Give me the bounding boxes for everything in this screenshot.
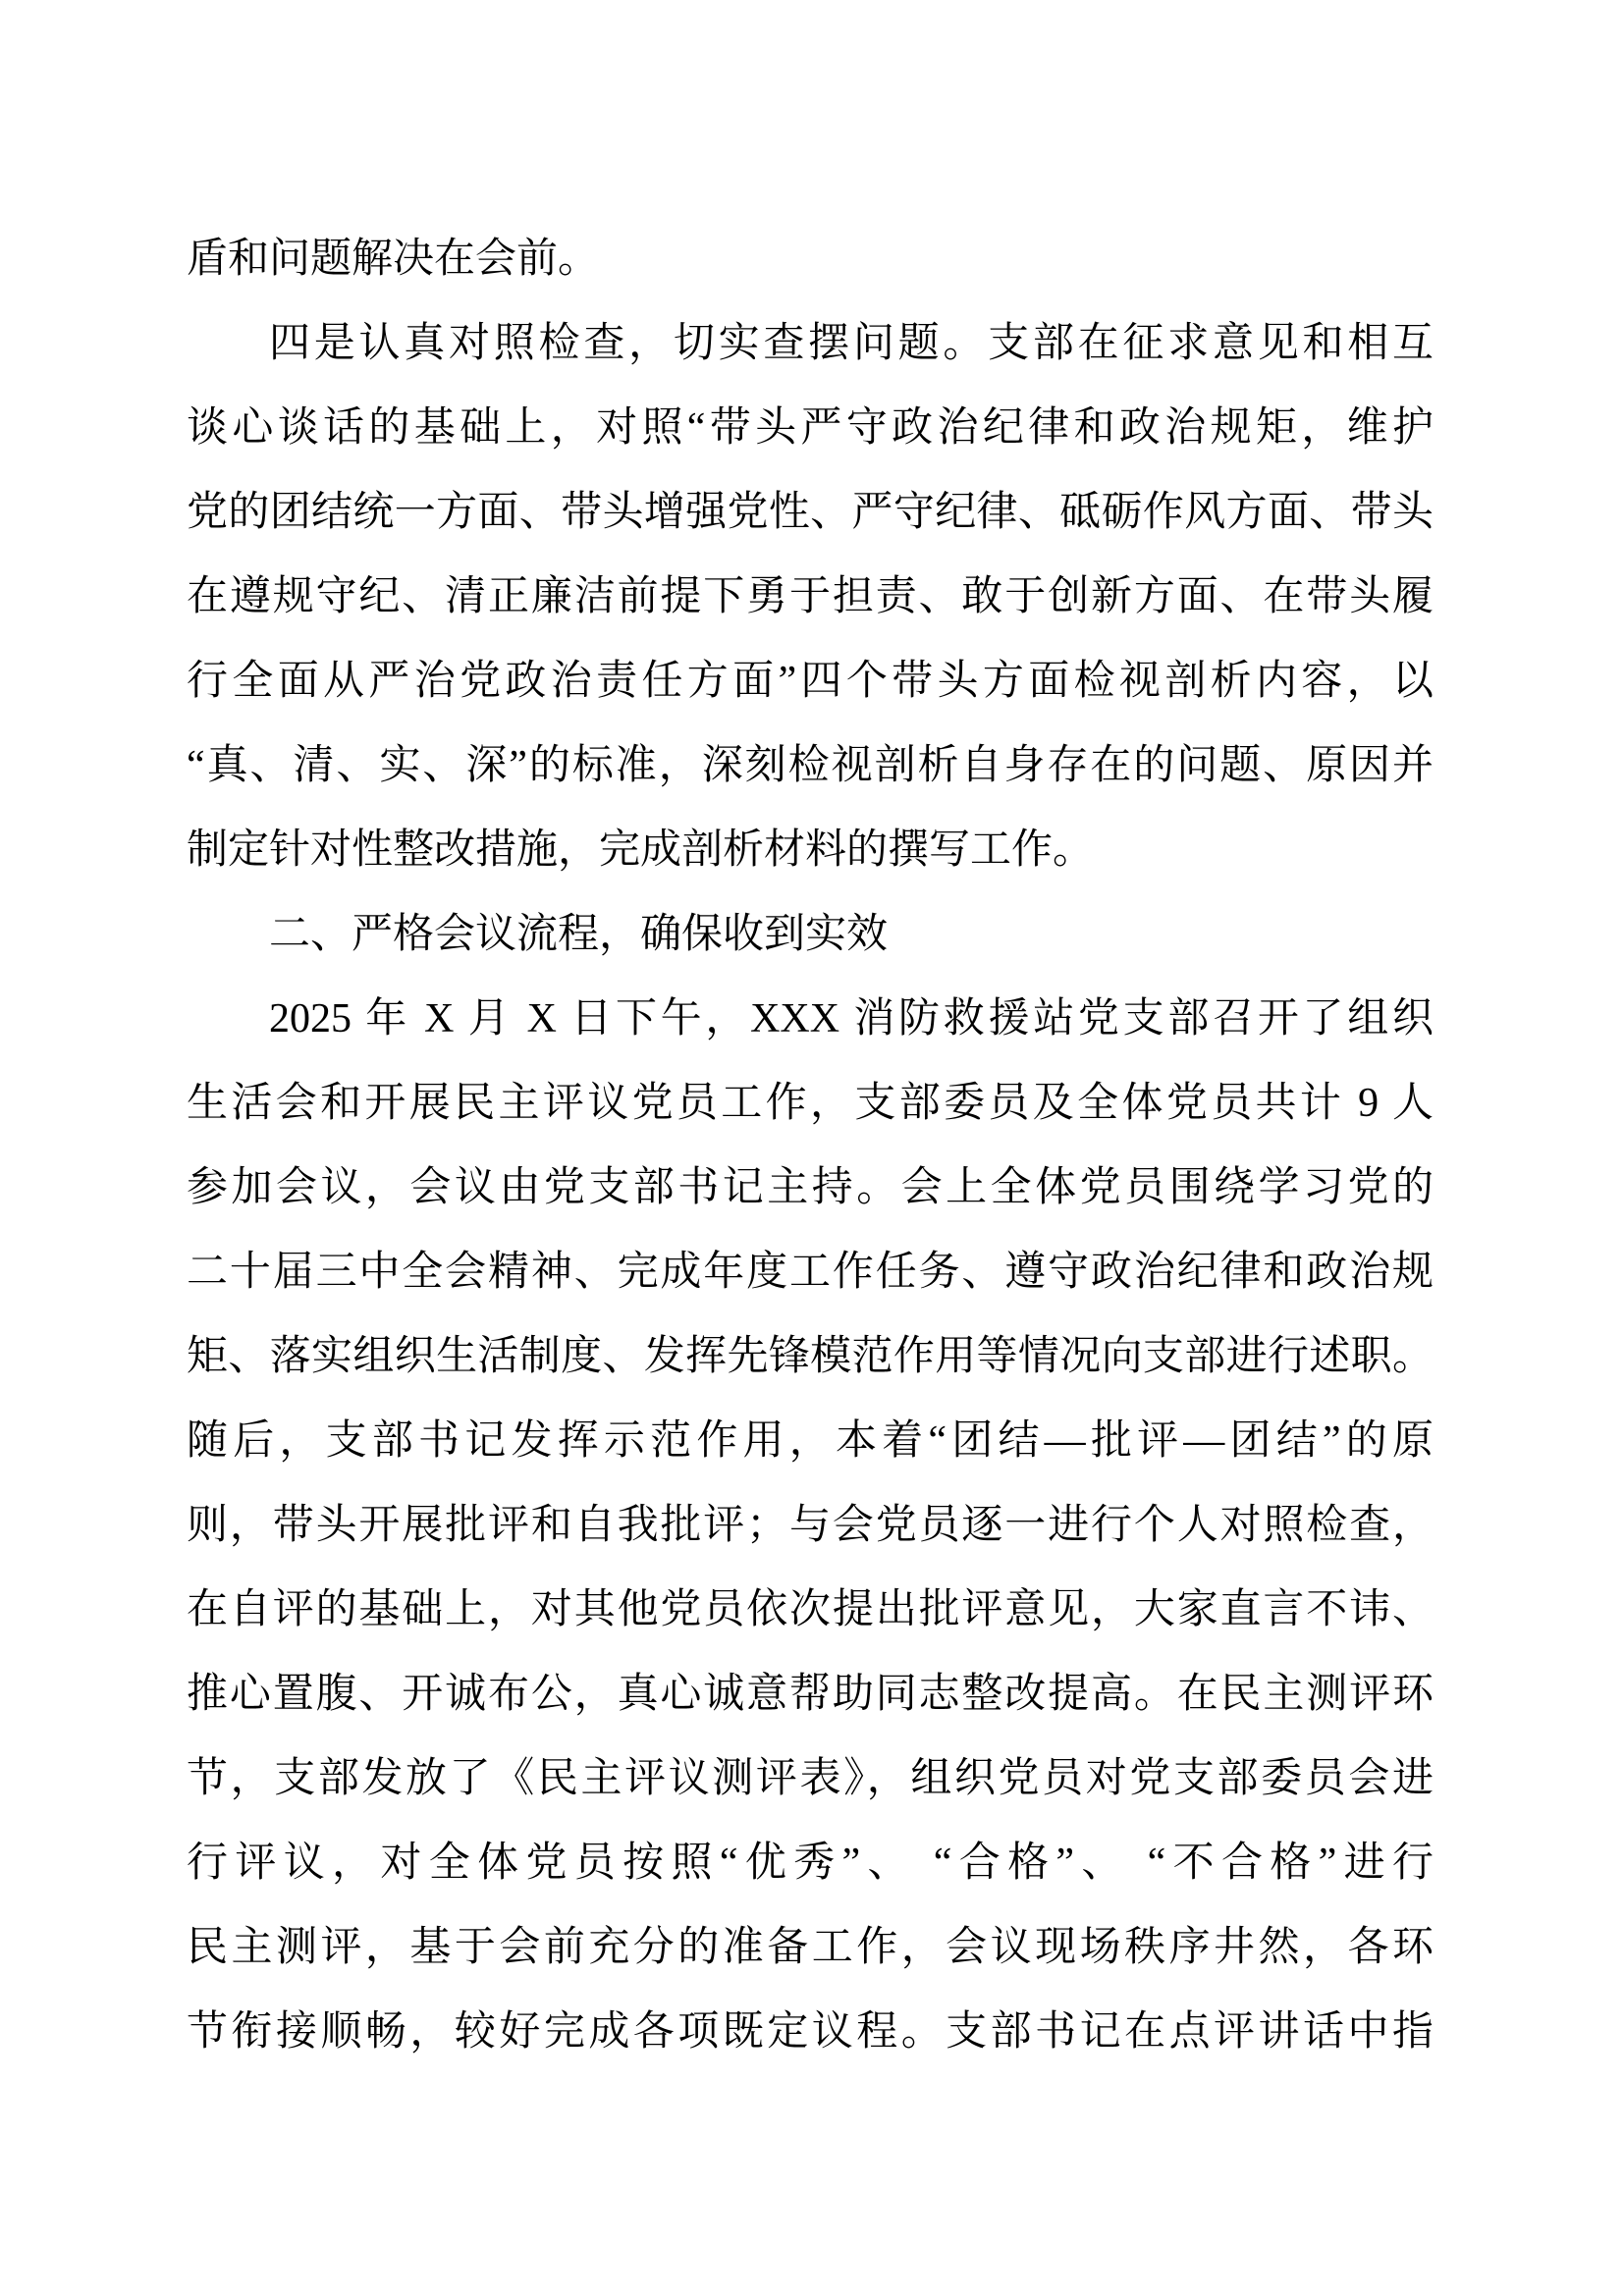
- text-line: 推心置腹、开诚布公，真心诚意帮助同志整改提高。在民主测评环: [187, 1672, 1434, 1717]
- text-line: 盾和问题解决在会前。: [187, 237, 600, 282]
- text-line: 四是认真对照检查，切实查摆问题。支部在征求意见和相互: [269, 321, 1434, 366]
- text-line: 则，带头开展批评和自我批评；与会党员逐一进行个人对照检查，: [187, 1503, 1434, 1548]
- text-line: 在遵规守纪、清正廉洁前提下勇于担责、敢于创新方面、在带头履: [187, 574, 1434, 619]
- text-line: “真、清、实、深”的标准，深刻检视剖析自身存在的问题、原因并: [187, 743, 1434, 788]
- text-line: 随后，支部书记发挥示范作用，本着“团结—批评—团结”的原: [187, 1418, 1434, 1464]
- text-line: 党的团结统一方面、带头增强党性、严守纪律、砥砺作风方面、带头: [187, 490, 1434, 535]
- text-line: 生活会和开展民主评议党员工作，支部委员及全体党员共计 9 人: [187, 1081, 1434, 1126]
- section-heading: 二、严格会议流程，确保收到实效: [269, 912, 889, 957]
- text-line: 矩、落实组织生活制度、发挥先锋模范作用等情况向支部进行述职。: [187, 1334, 1434, 1379]
- text-line: 行评议，对全体党员按照“优秀”、 “合格”、 “不合格”进行: [187, 1841, 1434, 1886]
- text-line: 节衔接顺畅，较好完成各项既定议程。支部书记在点评讲话中指: [187, 2009, 1434, 2055]
- text-line: 谈心谈话的基础上，对照“带头严守政治纪律和政治规矩，维护: [187, 405, 1434, 451]
- text-line: 在自评的基础上，对其他党员依次提出批评意见，大家直言不讳、: [187, 1587, 1434, 1632]
- text-line: 节，支部发放了《民主评议测评表》，组织党员对党支部委员会进: [187, 1756, 1434, 1801]
- text-line: 二十届三中全会精神、完成年度工作任务、遵守政治纪律和政治规: [187, 1250, 1434, 1295]
- document-body: [187, 217, 1434, 2074]
- text-line: 参加会议，会议由党支部书记主持。会上全体党员围绕学习党的: [187, 1165, 1434, 1210]
- text-line: 制定针对性整改措施，完成剖析材料的撰写工作。: [187, 828, 1095, 873]
- text-line: 民主测评，基于会前充分的准备工作，会议现场秩序井然，各环: [187, 1925, 1434, 1970]
- text-line: 2025 年 X 月 X 日下午，XXX 消防救援站党支部召开了组织: [269, 996, 1434, 1041]
- text-line: 行全面从严治党政治责任方面”四个带头方面检视剖析内容，以: [187, 659, 1434, 704]
